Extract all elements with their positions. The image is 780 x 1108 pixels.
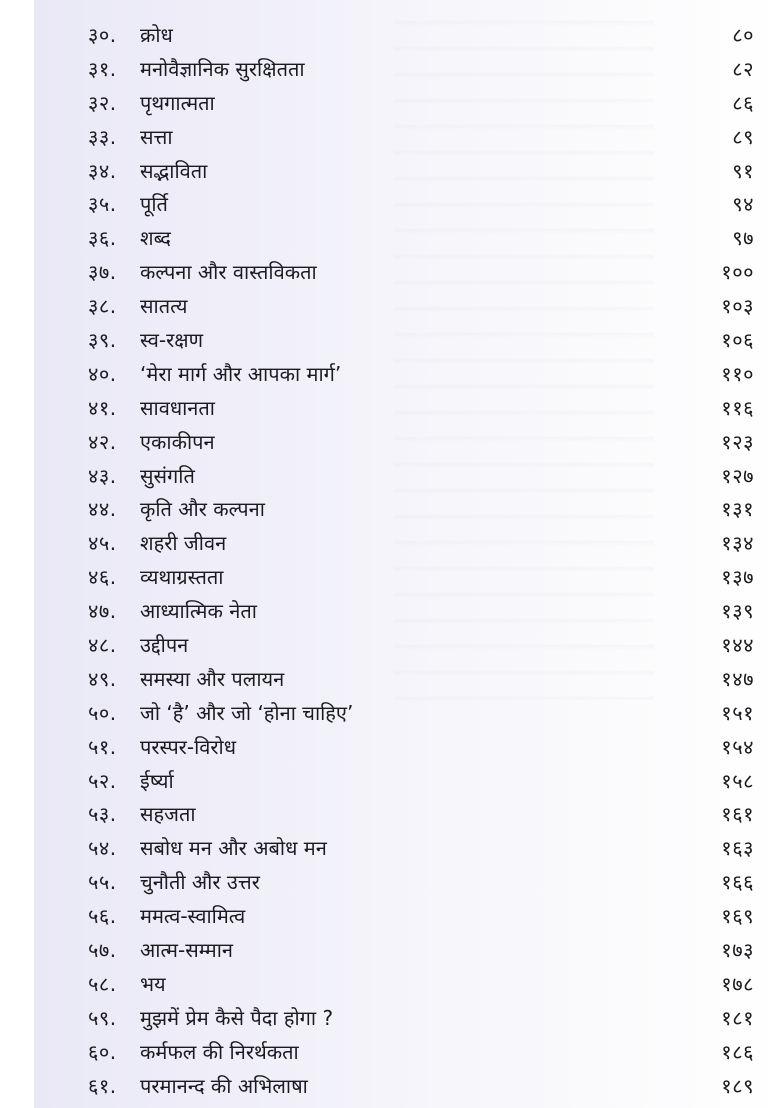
- chapter-number: ५३.: [88, 802, 117, 827]
- chapter-number: ६१.: [88, 1073, 117, 1098]
- toc-entry: [88, 899, 754, 933]
- chapter-title: उद्दीपन: [140, 632, 189, 657]
- chapter-title: एकाकीपन: [140, 429, 215, 454]
- chapter-title: भय: [140, 971, 166, 996]
- toc-entry: [88, 221, 754, 255]
- page-number: ९१: [732, 158, 754, 183]
- toc-entry: [88, 459, 754, 493]
- page-number: १४७: [721, 666, 754, 691]
- chapter-title: पूर्ति: [140, 192, 168, 217]
- chapter-number: ४०.: [88, 361, 117, 386]
- page-number: ११०: [721, 361, 754, 386]
- toc-entry: [88, 18, 754, 52]
- toc-entry: [88, 86, 754, 120]
- page-number: ८६: [732, 90, 754, 115]
- chapter-number: ५७.: [88, 937, 117, 962]
- chapter-title: मुझमें प्रेम कैसे पैदा होगा ?: [140, 1005, 334, 1030]
- chapter-title: मनोवैज्ञानिक सुरक्षितता: [140, 56, 305, 81]
- chapter-title: सावधानता: [140, 395, 215, 420]
- chapter-title: शहरी जीवन: [140, 531, 227, 556]
- chapter-title: ‘मेरा मार्ग और आपका मार्ग’: [140, 361, 342, 386]
- page-number: १३१: [721, 497, 754, 522]
- page-number: १०३: [721, 294, 754, 319]
- chapter-number: ५२.: [88, 768, 117, 793]
- page-number: १२७: [721, 463, 754, 488]
- chapter-number: ६०.: [88, 1039, 117, 1064]
- chapter-number: ४७.: [88, 599, 117, 624]
- toc-entry: [88, 289, 754, 323]
- chapter-title: समस्या और पलायन: [140, 666, 285, 691]
- chapter-title: ममत्व-स्वामित्व: [140, 904, 246, 929]
- chapter-title: आत्म-सम्मान: [140, 937, 233, 962]
- chapter-title: ईर्ष्या: [140, 768, 174, 793]
- chapter-number: ५८.: [88, 971, 117, 996]
- toc-entry: [88, 52, 754, 86]
- page-number: ९७: [732, 226, 754, 251]
- toc-entry: [88, 594, 754, 628]
- toc-entry: [88, 357, 754, 391]
- page-number: १०६: [721, 327, 754, 352]
- page-number: १३७: [721, 565, 754, 590]
- chapter-number: ३४.: [88, 158, 117, 183]
- chapter-title: सुसंगति: [140, 463, 195, 488]
- table-of-contents: [88, 18, 754, 1103]
- page-number: १६१: [721, 802, 754, 827]
- toc-entry: [88, 560, 754, 594]
- page-number: ८२: [732, 56, 754, 81]
- chapter-number: ५१.: [88, 734, 117, 759]
- chapter-number: ३९.: [88, 327, 117, 352]
- chapter-title: परमानन्द की अभिलाषा: [140, 1073, 308, 1098]
- toc-entry: [88, 730, 754, 764]
- chapter-number: ५४.: [88, 836, 117, 861]
- chapter-number: ३३.: [88, 124, 117, 149]
- chapter-title: सद्भाविता: [140, 158, 208, 183]
- chapter-number: ४८.: [88, 632, 117, 657]
- page-number: ११६: [721, 395, 754, 420]
- toc-entry: [88, 764, 754, 798]
- chapter-number: ३६.: [88, 226, 117, 251]
- page-number: १८९: [721, 1073, 754, 1098]
- chapter-title: सत्ता: [140, 124, 173, 149]
- chapter-number: ४३.: [88, 463, 117, 488]
- page-number: १३४: [721, 531, 754, 556]
- chapter-number: ४२.: [88, 429, 117, 454]
- chapter-number: ५६.: [88, 904, 117, 929]
- chapter-number: ३२.: [88, 90, 117, 115]
- toc-entry: [88, 187, 754, 221]
- toc-entry: [88, 492, 754, 526]
- chapter-number: ३७.: [88, 260, 117, 285]
- toc-entry: [88, 526, 754, 560]
- page-number: १७३: [721, 937, 754, 962]
- toc-entry: [88, 797, 754, 831]
- toc-entry: [88, 865, 754, 899]
- page-number: १८१: [721, 1005, 754, 1030]
- chapter-title: कर्मफल की निरर्थकता: [140, 1039, 299, 1064]
- page-number: १४४: [721, 632, 754, 657]
- chapter-title: शब्द: [140, 226, 171, 251]
- toc-entry: [88, 255, 754, 289]
- chapter-number: ४५.: [88, 531, 117, 556]
- page-number: १६६: [721, 870, 754, 895]
- chapter-title: सातत्य: [140, 294, 188, 319]
- page-number: १५१: [721, 700, 754, 725]
- chapter-number: ४१.: [88, 395, 117, 420]
- page-number: ९४: [732, 192, 754, 217]
- page-number: ८०: [732, 22, 754, 47]
- chapter-number: ४६.: [88, 565, 117, 590]
- page-number: १६९: [721, 904, 754, 929]
- chapter-number: ४४.: [88, 497, 117, 522]
- chapter-number: ५५.: [88, 870, 117, 895]
- chapter-title: चुनौती और उत्तर: [140, 870, 260, 895]
- chapter-title: सहजता: [140, 802, 196, 827]
- toc-entry: [88, 1035, 754, 1069]
- page-number: १५८: [721, 768, 754, 793]
- toc-entry: [88, 323, 754, 357]
- chapter-title: स्व-रक्षण: [140, 327, 204, 352]
- chapter-number: ३८.: [88, 294, 117, 319]
- chapter-number: ३१.: [88, 56, 117, 81]
- toc-entry: [88, 425, 754, 459]
- chapter-title: परस्पर-विरोध: [140, 734, 237, 759]
- toc-entry: [88, 696, 754, 730]
- chapter-number: ३५.: [88, 192, 117, 217]
- chapter-number: ३०.: [88, 22, 117, 47]
- toc-entry: [88, 933, 754, 967]
- toc-entry: [88, 1001, 754, 1035]
- chapter-title: कृति और कल्पना: [140, 497, 265, 522]
- toc-entry: [88, 1069, 754, 1103]
- chapter-title: जो ‘है’ और जो ‘होना चाहिए’: [140, 700, 354, 725]
- page-number: १८६: [721, 1039, 754, 1064]
- toc-entry: [88, 154, 754, 188]
- chapter-title: क्रोध: [140, 22, 173, 47]
- toc-entry: [88, 831, 754, 865]
- chapter-title: व्यथाग्रस्तता: [140, 565, 224, 590]
- page-number: १६३: [721, 836, 754, 861]
- scanned-page: [34, 0, 780, 1108]
- toc-entry: [88, 662, 754, 696]
- page-number: १३९: [721, 599, 754, 624]
- page-number: १२३: [721, 429, 754, 454]
- chapter-title: सबोध मन और अबोध मन: [140, 836, 327, 861]
- toc-entry: [88, 628, 754, 662]
- chapter-number: ५९.: [88, 1005, 117, 1030]
- toc-entry: [88, 967, 754, 1001]
- page-number: १००: [721, 260, 754, 285]
- chapter-number: ४९.: [88, 666, 117, 691]
- page-number: १५४: [721, 734, 754, 759]
- page-number: १७८: [721, 971, 754, 996]
- chapter-title: आध्यात्मिक नेता: [140, 599, 257, 624]
- toc-entry: [88, 391, 754, 425]
- chapter-title: पृथगात्मता: [140, 90, 215, 115]
- chapter-number: ५०.: [88, 700, 117, 725]
- chapter-title: कल्पना और वास्तविकता: [140, 260, 317, 285]
- toc-entry: [88, 120, 754, 154]
- page-number: ८९: [732, 124, 754, 149]
